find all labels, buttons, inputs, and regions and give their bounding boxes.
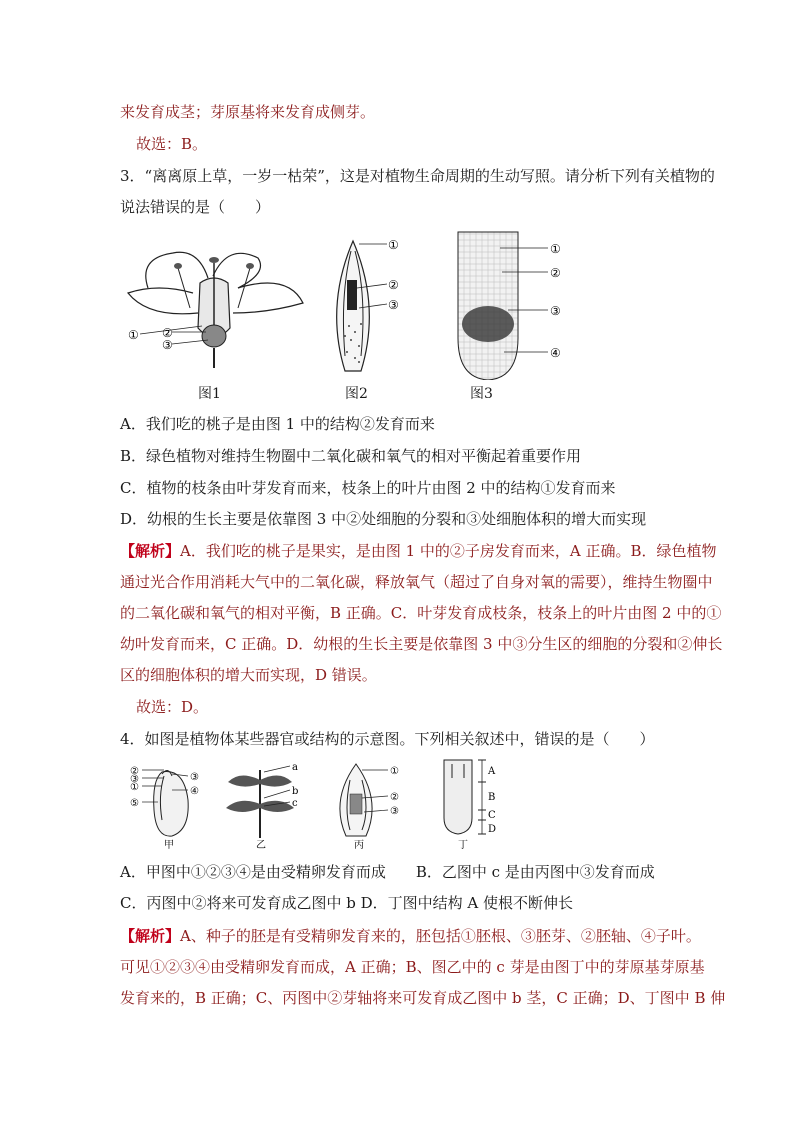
q4-figure-jia-seed — [128, 760, 208, 850]
jia-label-3-left: ③ — [130, 774, 139, 785]
ding-label-D: D — [488, 824, 497, 835]
ding-label-A: A — [488, 766, 496, 777]
q4-options-cd: C．丙图中②将来可发育成乙图中 b D．丁图中结构 A 使根不断伸长 — [120, 894, 574, 912]
q4-analysis-text1: A、种子的胚是有受精卵发育来的，胚包括①胚根、③胚芽、②胚轴、④子叶。 — [180, 927, 701, 945]
figure2-bud — [315, 236, 415, 376]
q3-analysis-tag: 【解析】 — [120, 542, 181, 560]
fig2-caption: 图2 — [345, 386, 368, 402]
bing-label-3: ③ — [390, 806, 399, 817]
jia-label-4: ④ — [190, 786, 199, 797]
fig1-label-1: ① — [128, 328, 139, 342]
q4-stem: 4．如图是植物体某些器官或结构的示意图。下列相关叙述中，错误的是（ ） — [120, 730, 655, 748]
prev-answer: 故选：B。 — [136, 135, 208, 153]
q3-analysis-line3: 的二氧化碳和氧气的相对平衡，B 正确。C．叶芽发育成枝条，枝条上的叶片由图 2 中的① — [120, 604, 722, 622]
yi-label-a: a — [292, 762, 298, 773]
q3-option-a: A．我们吃的桃子是由图 1 中的结构②发育而来 — [120, 415, 435, 433]
fig2-label-1: ① — [388, 238, 399, 252]
fig2-label-3: ③ — [388, 298, 399, 312]
q4-figure-bing-bud — [322, 760, 412, 850]
q3-option-b: B．绿色植物对维持生物圈中二氧化碳和氧气的相对平衡起着重要作用 — [120, 447, 582, 465]
q3-option-d: D．幼根的生长主要是依靠图 3 中②处细胞的分裂和③处细胞体积的增大而实现 — [120, 510, 647, 528]
fig3-label-4: ④ — [550, 346, 561, 360]
prev-analysis-continuation: 来发育成茎；芽原基将来发育成侧芽。 — [120, 103, 376, 121]
figure1-flower — [118, 228, 318, 368]
q3-option-c: C．植物的枝条由叶芽发育而来，枝条上的叶片由图 2 中的结构①发育而来 — [120, 479, 616, 497]
q3-analysis-text1: A．我们吃的桃子是果实，是由图 1 中的②子房发育而来，A 正确。B．绿色植物 — [180, 542, 717, 560]
q3-analysis-line5: 区的细胞体积的增大而实现，D 错误。 — [120, 666, 377, 684]
q4-analysis-line3: 发育来的，B 正确；C、丙图中②芽轴将来可发育成乙图中 b 茎，C 正确；D、丁图中 B 伸 — [120, 989, 726, 1007]
jia-label-2: ② — [130, 766, 139, 777]
fig2-label-2: ② — [388, 278, 399, 292]
fig1-label-3: ③ — [162, 338, 173, 352]
q4-figure-ding-root — [432, 758, 512, 850]
bing-label-1: ① — [390, 766, 399, 777]
q3-analysis-line1 — [120, 541, 717, 561]
q3-analysis-line4: 幼叶发育而来，C 正确。D．幼根的生长主要是依靠图 3 中③分生区的细胞的分裂和②伸长 — [120, 635, 723, 653]
jia-label-5: ⑤ — [130, 798, 139, 809]
jia-label-1: ① — [130, 782, 139, 793]
ding-label-C: C — [488, 810, 496, 821]
ding-caption: 丁 — [458, 840, 468, 850]
fig1-caption: 图1 — [198, 386, 221, 402]
q4-figure-yi-shoot — [218, 760, 308, 850]
bing-caption: 丙 — [354, 840, 364, 850]
q4-analysis-line1 — [120, 926, 701, 946]
yi-caption: 乙 — [256, 840, 266, 850]
fig3-label-1: ① — [550, 242, 561, 256]
q3-stem-line2: 说法错误的是（ ） — [120, 198, 271, 216]
figure3-root-tip — [440, 228, 580, 380]
ding-label-B: B — [488, 792, 496, 803]
q4-options-ab: A．甲图中①②③④是由受精卵发育而成 B．乙图中 c 是由丙图中③发育而成 — [120, 863, 655, 881]
yi-label-c: c — [292, 798, 298, 809]
jia-caption: 甲 — [164, 840, 174, 850]
q3-answer: 故选：D。 — [136, 698, 209, 716]
fig3-label-2: ② — [550, 266, 561, 280]
yi-label-b: b — [292, 786, 299, 797]
q4-analysis-line2: 可见①②③④由受精卵发育而成，A 正确；B、图乙中的 c 芽是由图丁中的芽原基芽原基 — [120, 958, 705, 976]
fig1-label-2: ② — [162, 326, 173, 340]
bing-label-2: ② — [390, 792, 399, 803]
q4-analysis-tag: 【解析】 — [120, 927, 181, 945]
fig3-label-3: ③ — [550, 304, 561, 318]
fig3-caption: 图3 — [470, 386, 493, 402]
q3-analysis-line2: 通过光合作用消耗大气中的二氧化碳，释放氧气（超过了自身对氧的需要），维持生物圈中 — [120, 573, 713, 591]
q3-stem-line1: 3．“离离原上草，一岁一枯荣”，这是对植物生命周期的生动写照。请分析下列有关植物的 — [120, 167, 715, 185]
jia-label-3: ③ — [190, 772, 199, 783]
